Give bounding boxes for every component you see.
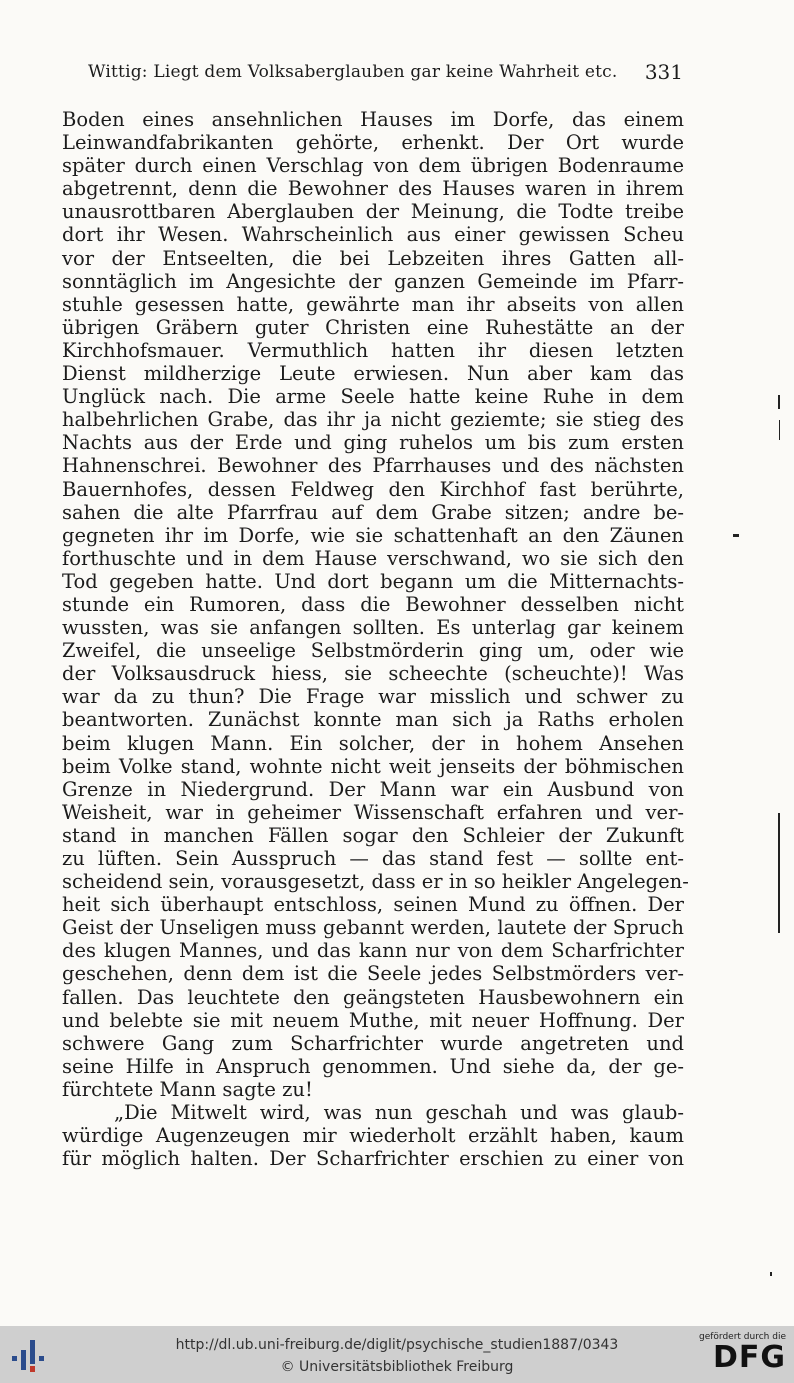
text-line: vor der Entseelten, die bei Lebzeiten ihres Gatten all- — [62, 246, 684, 270]
text-line: schwere Gang zum Scharfrichter wurde angetreten und — [62, 1031, 684, 1055]
text-line: zu lüften. Sein Ausspruch — das stand fest — sollte ent- — [62, 847, 684, 870]
page-number: 331 — [644, 60, 683, 84]
text-line: halbehrlichen Grabe, das ihr ja nicht geziemte; sie stieg des — [62, 408, 684, 432]
text-line: stand in manchen Fällen sogar den Schleier der Zukunft — [62, 823, 684, 847]
text-line: stunde ein Rumoren, dass die Bewohner desselben nicht — [62, 592, 684, 616]
margin-mark — [778, 395, 780, 409]
text-line: würdige Augenzeugen mir wiederholt erzählt haben, kaum — [62, 1124, 684, 1148]
text-line: Grenze in Niedergrund. Der Mann war ein Ausbund von — [62, 777, 684, 801]
text-line: Nachts aus der Erde und ging ruhelos um bis zum ersten — [62, 431, 684, 455]
text-line: und belebte sie mit neuem Muthe, mit neuer Hoffnung. Der — [62, 1008, 684, 1032]
text-line: forthuschte und in dem Hause verschwand, wo sie sich den — [62, 546, 684, 570]
source-url[interactable]: http://dl.ub.uni-freiburg.de/diglit/psychische_studien1887/0343 — [175, 1337, 619, 1353]
body-text — [62, 108, 689, 1171]
funder-caption: gefördert durch die — [699, 1332, 786, 1342]
text-line: unausrottbaren Aberglauben der Meinung, die Todte treibe — [62, 200, 684, 224]
viewer-footer — [0, 1326, 794, 1383]
text-line: Boden eines ansehnlichen Hauses im Dorfe, das einem — [62, 108, 684, 131]
text-line: beim klugen Mann. Ein solcher, der in hohem Ansehen — [62, 731, 684, 755]
text-line: Bauernhofes, dessen Feldweg den Kirchhof fast berührte, — [62, 477, 684, 501]
text-line: dort ihr Wesen. Wahrscheinlich aus einer gewissen Scheu — [62, 223, 684, 247]
text-line: für möglich halten. Der Scharfrichter erschien zu einer von — [62, 1147, 684, 1171]
margin-mark — [778, 813, 780, 933]
text-line: Kirchhofsmauer. Vermuthlich hatten ihr diesen letzten — [62, 338, 684, 362]
margin-mark — [770, 1272, 772, 1276]
text-line: war da zu thun? Die Frage war misslich und schwer zu — [62, 685, 684, 709]
text-line: heit sich überhaupt entschloss, seinen Mund zu öffnen. Der — [62, 893, 684, 917]
margin-mark — [779, 420, 780, 440]
margin-mark — [733, 534, 739, 537]
text-line: geschehen, denn dem ist die Seele jedes Selbstmörders ver- — [62, 962, 684, 986]
text-line: Weisheit, war in geheimer Wissenschaft erfahren und ver- — [62, 800, 684, 824]
text-line: Leinwandfabrikanten gehörte, erhenkt. Der Ort wurde — [62, 131, 684, 155]
text-line: Hahnenschrei. Bewohner des Pfarrhauses und des nächsten — [62, 454, 684, 478]
text-line: sahen die alte Pfarrfrau auf dem Grabe sitzen; andre be- — [62, 500, 684, 524]
text-line: beantworten. Zunächst konnte man sich ja Raths erholen — [62, 708, 684, 732]
text-line: später durch einen Verschlag von dem übrigen Bodenraume — [62, 154, 684, 178]
text-line: fürchtete Mann sagte zu! — [62, 1077, 313, 1101]
text-line: Dienst mildherzige Leute erwiesen. Nun aber kam das — [62, 362, 684, 386]
text-line: beim Volke stand, wohnte nicht weit jenseits der böhmischen — [62, 754, 684, 778]
text-line: wussten, was sie anfangen sollten. Es unterlag gar keinem — [62, 616, 684, 640]
copyright-notice: © Universitätsbibliothek Freiburg — [280, 1359, 514, 1375]
text-line: übrigen Gräbern guter Christen eine Ruhestätte an der — [62, 315, 684, 339]
text-line: „Die Mitwelt wird, was nun geschah und was glaub- — [114, 1101, 684, 1125]
text-line: stuhle gesessen hatte, gewährte man ihr abseits von allen — [62, 292, 684, 316]
running-header — [60, 62, 685, 90]
dfg-wordmark: DFG — [712, 1340, 786, 1375]
header-title: Wittig: Liegt dem Volksaberglauben gar keine Wahrheit etc. — [88, 62, 618, 82]
text-line: Unglück nach. Die arme Seele hatte keine Ruhe in dem — [62, 385, 684, 409]
dfg-logo — [698, 1332, 786, 1378]
text-line: Tod gegeben hatte. Und dort begann um die Mitternachts- — [62, 569, 684, 593]
text-line: sonntäglich im Angesichte der ganzen Gemeinde im Pfarr- — [62, 269, 684, 293]
text-line: seine Hilfe in Anspruch genommen. Und siehe da, der ge- — [62, 1054, 684, 1078]
text-line: Zweifel, die unseelige Selbstmörderin ging um, oder wie — [62, 639, 684, 663]
text-line: des klugen Mannes, und das kann nur von dem Scharfrichter — [62, 939, 684, 963]
text-line: scheidend sein, vorausgesetzt, dass er in so heikler Angelegen- — [62, 870, 689, 894]
text-line: Geist der Unseligen muss gebannt werden, lautete der Spruch — [62, 916, 684, 940]
text-line: gegneten ihr im Dorfe, wie sie schattenhaft an den Zäunen — [62, 523, 684, 547]
text-line: abgetrennt, denn die Bewohner des Hauses waren in ihrem — [62, 177, 684, 201]
text-line: der Volksausdruck hiess, sie scheechte (scheuchte)! Was — [62, 662, 684, 686]
text-line: fallen. Das leuchtete den geängsteten Hausbewohnern ein — [62, 985, 684, 1009]
